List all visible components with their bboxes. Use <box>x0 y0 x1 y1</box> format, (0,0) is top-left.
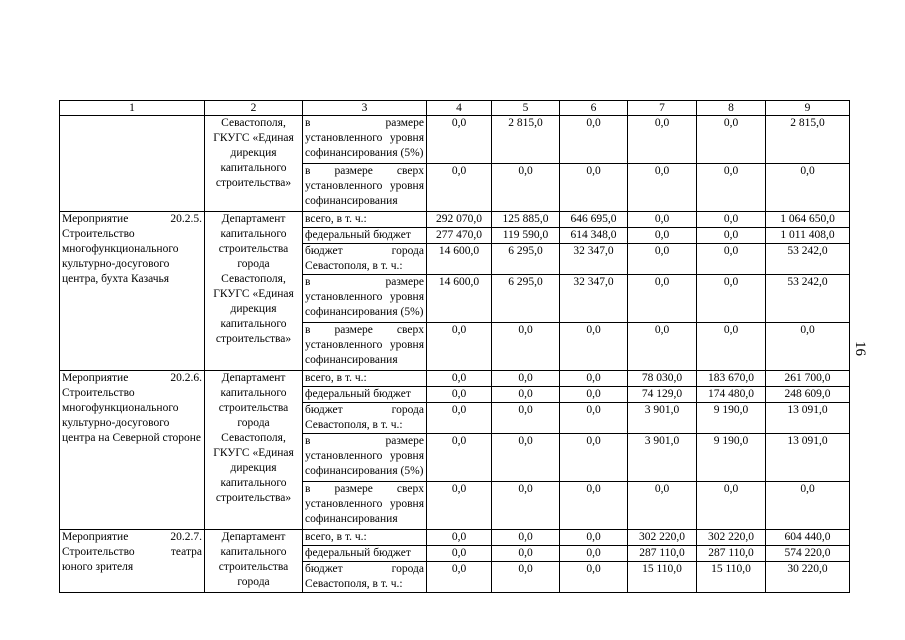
funding-source-cell: в размере сверх установленного уровня софинансирования <box>303 482 427 530</box>
value-cell: 1 064 650,0 <box>766 212 850 228</box>
value-cell: 0,0 <box>492 164 560 212</box>
activity-cell: Мероприятие 20.2.7. Строительство театра юного зрителя <box>60 530 205 593</box>
value-cell: 614 348,0 <box>560 228 628 244</box>
value-cell: 302 220,0 <box>697 530 766 546</box>
value-cell: 287 110,0 <box>628 546 697 562</box>
value-cell: 604 440,0 <box>766 530 850 546</box>
col-header: 6 <box>560 101 628 116</box>
value-cell: 53 242,0 <box>766 244 850 275</box>
value-cell: 0,0 <box>560 434 628 482</box>
value-cell: 0,0 <box>697 164 766 212</box>
table-row <box>60 212 850 228</box>
value-cell: 277 470,0 <box>427 228 492 244</box>
value-cell: 13 091,0 <box>766 403 850 434</box>
value-cell: 6 295,0 <box>492 275 560 323</box>
value-cell: 0,0 <box>427 434 492 482</box>
header-row <box>60 101 850 116</box>
value-cell: 0,0 <box>628 323 697 371</box>
col-header: 7 <box>628 101 697 116</box>
funding-source-cell: федеральный бюджет <box>303 546 427 562</box>
value-cell: 0,0 <box>628 116 697 164</box>
value-cell: 0,0 <box>560 387 628 403</box>
value-cell: 0,0 <box>560 546 628 562</box>
budget-table <box>59 100 850 593</box>
funding-source-cell: всего, в т. ч.: <box>303 212 427 228</box>
value-cell: 0,0 <box>560 562 628 593</box>
funding-source-cell: в размере установленного уровня софинансирования (5%) <box>303 275 427 323</box>
value-cell: 0,0 <box>628 244 697 275</box>
value-cell: 0,0 <box>427 387 492 403</box>
value-cell: 119 590,0 <box>492 228 560 244</box>
value-cell: 6 295,0 <box>492 244 560 275</box>
value-cell: 0,0 <box>560 164 628 212</box>
value-cell: 30 220,0 <box>766 562 850 593</box>
value-cell: 53 242,0 <box>766 275 850 323</box>
activity-cell: Мероприятие 20.2.5. Строительство многофункционального культурно-досугового центра, бухта Казачья <box>60 212 205 371</box>
col-header: 2 <box>205 101 303 116</box>
value-cell: 0,0 <box>697 482 766 530</box>
funding-source-cell: в размере сверх установленного уровня софинансирования <box>303 164 427 212</box>
value-cell: 261 700,0 <box>766 371 850 387</box>
value-cell: 2 815,0 <box>766 116 850 164</box>
value-cell: 3 901,0 <box>628 434 697 482</box>
value-cell: 0,0 <box>560 530 628 546</box>
col-header: 3 <box>303 101 427 116</box>
value-cell: 0,0 <box>560 482 628 530</box>
value-cell: 0,0 <box>628 212 697 228</box>
value-cell: 0,0 <box>766 164 850 212</box>
funding-source-cell: бюджет города Севастополя, в т. ч.: <box>303 244 427 275</box>
value-cell: 0,0 <box>427 562 492 593</box>
value-cell: 0,0 <box>492 371 560 387</box>
value-cell: 0,0 <box>697 212 766 228</box>
value-cell: 0,0 <box>628 275 697 323</box>
value-cell: 248 609,0 <box>766 387 850 403</box>
value-cell: 574 220,0 <box>766 546 850 562</box>
value-cell: 1 011 408,0 <box>766 228 850 244</box>
activity-cell <box>60 116 205 212</box>
value-cell: 292 070,0 <box>427 212 492 228</box>
value-cell: 0,0 <box>427 546 492 562</box>
value-cell: 14 600,0 <box>427 275 492 323</box>
value-cell: 0,0 <box>427 164 492 212</box>
value-cell: 2 815,0 <box>492 116 560 164</box>
table-row <box>60 116 850 164</box>
executor-cell: Департамент капитального строительства города Севастополя, ГКУГС «Единая дирекция капитального строительства» <box>205 371 303 530</box>
funding-source-cell: в размере установленного уровня софинансирования (5%) <box>303 116 427 164</box>
col-header: 8 <box>697 101 766 116</box>
value-cell: 0,0 <box>766 482 850 530</box>
funding-source-cell: всего, в т. ч.: <box>303 371 427 387</box>
value-cell: 0,0 <box>560 116 628 164</box>
value-cell: 0,0 <box>492 434 560 482</box>
value-cell: 0,0 <box>628 164 697 212</box>
executor-cell: Севастополя, ГКУГС «Единая дирекция капитального строительства» <box>205 116 303 212</box>
page-number: 16 <box>852 341 868 356</box>
value-cell: 0,0 <box>697 228 766 244</box>
value-cell: 0,0 <box>492 387 560 403</box>
value-cell: 0,0 <box>492 403 560 434</box>
value-cell: 78 030,0 <box>628 371 697 387</box>
funding-source-cell: бюджет города Севастополя, в т. ч.: <box>303 403 427 434</box>
value-cell: 183 670,0 <box>697 371 766 387</box>
funding-source-cell: всего, в т. ч.: <box>303 530 427 546</box>
value-cell: 0,0 <box>492 546 560 562</box>
value-cell: 0,0 <box>766 323 850 371</box>
value-cell: 302 220,0 <box>628 530 697 546</box>
col-header: 5 <box>492 101 560 116</box>
value-cell: 0,0 <box>427 482 492 530</box>
table-row <box>60 371 850 387</box>
value-cell: 0,0 <box>697 275 766 323</box>
value-cell: 646 695,0 <box>560 212 628 228</box>
executor-cell: Департамент капитального строительства города Севастополя, ГКУГС «Единая дирекция капитального строительства» <box>205 212 303 371</box>
value-cell: 32 347,0 <box>560 244 628 275</box>
funding-source-cell: в размере сверх установленного уровня софинансирования <box>303 323 427 371</box>
executor-cell: Департамент капитального строительства города <box>205 530 303 593</box>
table-row <box>60 530 850 546</box>
value-cell: 0,0 <box>427 403 492 434</box>
funding-source-cell: бюджет города Севастополя, в т. ч.: <box>303 562 427 593</box>
value-cell: 3 901,0 <box>628 403 697 434</box>
value-cell: 0,0 <box>492 562 560 593</box>
funding-source-cell: в размере установленного уровня софинансирования (5%) <box>303 434 427 482</box>
value-cell: 0,0 <box>628 482 697 530</box>
value-cell: 0,0 <box>697 323 766 371</box>
value-cell: 0,0 <box>697 116 766 164</box>
value-cell: 0,0 <box>427 530 492 546</box>
value-cell: 13 091,0 <box>766 434 850 482</box>
value-cell: 0,0 <box>492 530 560 546</box>
value-cell: 0,0 <box>697 244 766 275</box>
value-cell: 0,0 <box>560 403 628 434</box>
value-cell: 125 885,0 <box>492 212 560 228</box>
col-header: 4 <box>427 101 492 116</box>
value-cell: 0,0 <box>492 323 560 371</box>
value-cell: 14 600,0 <box>427 244 492 275</box>
value-cell: 9 190,0 <box>697 434 766 482</box>
activity-cell: Мероприятие 20.2.6. Строительство многофункционального культурно-досугового центра на Северной стороне <box>60 371 205 530</box>
value-cell: 174 480,0 <box>697 387 766 403</box>
value-cell: 287 110,0 <box>697 546 766 562</box>
funding-source-cell: федеральный бюджет <box>303 228 427 244</box>
value-cell: 0,0 <box>560 371 628 387</box>
value-cell: 0,0 <box>628 228 697 244</box>
value-cell: 0,0 <box>427 371 492 387</box>
value-cell: 32 347,0 <box>560 275 628 323</box>
value-cell: 0,0 <box>427 116 492 164</box>
value-cell: 9 190,0 <box>697 403 766 434</box>
value-cell: 0,0 <box>492 482 560 530</box>
value-cell: 15 110,0 <box>697 562 766 593</box>
value-cell: 0,0 <box>427 323 492 371</box>
col-header: 9 <box>766 101 850 116</box>
funding-source-cell: федеральный бюджет <box>303 387 427 403</box>
col-header: 1 <box>60 101 205 116</box>
value-cell: 0,0 <box>560 323 628 371</box>
value-cell: 74 129,0 <box>628 387 697 403</box>
value-cell: 15 110,0 <box>628 562 697 593</box>
